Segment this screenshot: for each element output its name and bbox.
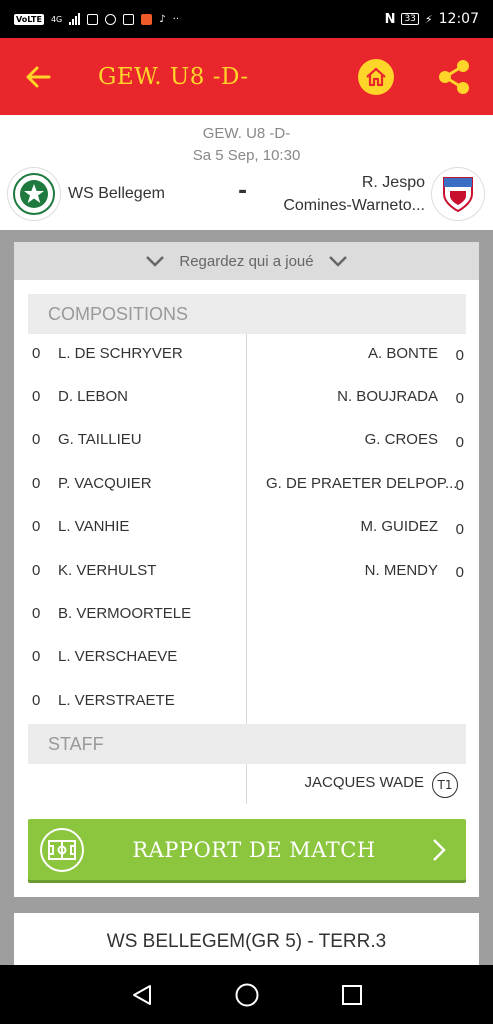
away-player-row[interactable] <box>252 559 464 581</box>
who-played-toggle[interactable] <box>14 242 479 280</box>
lineup-card <box>14 242 479 897</box>
app-notification-icon <box>87 14 98 25</box>
player-number: 0 <box>455 390 464 408</box>
staff-divider <box>246 764 247 804</box>
app-notification-icon <box>141 14 152 25</box>
compositions-header: COMPOSITIONS <box>28 294 466 334</box>
away-player-row[interactable] <box>252 385 464 407</box>
system-nav-bar <box>0 965 493 1024</box>
home-player-row[interactable] <box>32 559 242 581</box>
status-right <box>385 11 479 27</box>
chevron-down-icon <box>328 255 348 267</box>
nav-home-icon[interactable] <box>234 982 260 1008</box>
home-icon <box>365 67 387 87</box>
player-name: P. VACQUIER <box>58 474 152 492</box>
player-number: 0 <box>32 561 41 579</box>
player-name: N. BOUJRADA <box>337 387 438 405</box>
player-number: 0 <box>32 431 41 449</box>
home-player-row[interactable] <box>32 646 242 668</box>
player-name: L. VANHIE <box>58 518 130 536</box>
match-header <box>0 115 493 230</box>
player-name: G. TAILLIEU <box>58 431 142 449</box>
away-player-row[interactable] <box>252 342 464 364</box>
back-button[interactable] <box>0 38 76 115</box>
arrow-left-icon <box>25 66 51 88</box>
away-player-row[interactable] <box>252 472 464 494</box>
player-name: M. GUIDEZ <box>360 518 438 536</box>
player-name: B. VERMOORTELE <box>58 604 192 622</box>
home-team-logo[interactable] <box>7 167 61 221</box>
away-team-logo[interactable] <box>431 167 485 221</box>
who-played-label: Regardez qui a joué <box>179 252 314 270</box>
nav-back-icon[interactable] <box>131 983 153 1007</box>
player-number: 0 <box>455 564 464 581</box>
player-number: 0 <box>455 433 464 451</box>
player-number: 0 <box>32 474 41 492</box>
away-player-row[interactable] <box>252 516 464 538</box>
player-name: A. BONTE <box>367 344 438 362</box>
home-player-row[interactable] <box>32 385 242 407</box>
player-number: 0 <box>455 347 464 364</box>
staff-header: STAFF <box>28 724 466 764</box>
player-number: 0 <box>32 604 41 622</box>
status-left <box>14 13 179 25</box>
player-number: 0 <box>455 520 464 538</box>
share-icon <box>436 58 472 96</box>
player-name: G. DE PRAETER DELPOP... <box>266 474 458 492</box>
music-icon: ♪ <box>159 13 166 25</box>
player-name: L. DE SCHRYVER <box>58 344 183 362</box>
home-player-row[interactable] <box>32 689 242 711</box>
battery-icon: 33 <box>401 13 418 25</box>
player-number: 0 <box>455 477 464 495</box>
home-player-row[interactable] <box>32 602 242 624</box>
player-name: K. VERHULST <box>58 561 157 579</box>
charging-icon: ⚡ <box>424 12 433 26</box>
nfc-icon: N <box>384 11 396 27</box>
player-number: 0 <box>32 344 41 362</box>
clock: 12:07 <box>438 11 479 27</box>
home-player-row[interactable] <box>32 429 242 451</box>
player-number: 0 <box>32 691 41 709</box>
player-name: L. VERSCHAEVE <box>58 648 178 666</box>
match-datetime: Sa 5 Sep, 10:30 <box>192 147 301 164</box>
chevron-right-icon <box>424 838 454 862</box>
club-crest-icon <box>440 174 476 214</box>
pitch-icon <box>40 828 84 872</box>
club-crest-icon <box>12 172 56 216</box>
team-divider <box>246 334 247 724</box>
home-button[interactable] <box>358 59 394 95</box>
match-report-button[interactable] <box>28 819 466 880</box>
venue-card[interactable] <box>14 913 479 973</box>
away-team-name[interactable]: R. Jespo <box>361 174 425 191</box>
app-notification-icon <box>123 14 134 25</box>
carrier-badge: VoLTE <box>16 14 42 24</box>
app-notification-icon <box>105 14 116 25</box>
home-player-row[interactable] <box>32 472 242 494</box>
network-label: 4G <box>50 14 63 24</box>
chevron-down-icon <box>145 255 165 267</box>
nav-recents-icon[interactable] <box>341 984 363 1006</box>
match-report-label: RAPPORT DE MATCH <box>132 837 376 862</box>
away-player-row[interactable] <box>252 429 464 451</box>
more-notifications-icon: ·· <box>172 13 179 25</box>
player-name: L. VERSTRAETE <box>58 691 175 709</box>
page-title: GEW. U8 -D- <box>98 63 249 90</box>
home-player-row[interactable] <box>32 342 242 364</box>
player-number: 0 <box>32 387 41 405</box>
home-team-name[interactable]: WS Bellegem <box>68 185 165 202</box>
share-button[interactable] <box>434 57 474 97</box>
status-bar <box>0 0 493 38</box>
player-number: 0 <box>32 648 41 666</box>
signal-icon <box>69 13 80 25</box>
away-team-name-line2[interactable]: Comines-Warneto... <box>283 197 425 214</box>
player-name: D. LEBON <box>58 387 129 405</box>
score-separator: - <box>238 179 248 204</box>
player-name: N. MENDY <box>364 561 438 579</box>
staff-role-badge: T1 <box>432 772 458 798</box>
venue-name: WS BELLEGEM(GR 5) - TERR.3 <box>106 931 387 952</box>
player-number: 0 <box>32 518 41 536</box>
competition-label: GEW. U8 -D- <box>202 125 291 142</box>
staff-name[interactable]: JACQUES WADE <box>304 774 424 791</box>
player-name: G. CROES <box>364 431 438 449</box>
app-bar <box>0 38 493 115</box>
home-player-row[interactable] <box>32 516 242 538</box>
